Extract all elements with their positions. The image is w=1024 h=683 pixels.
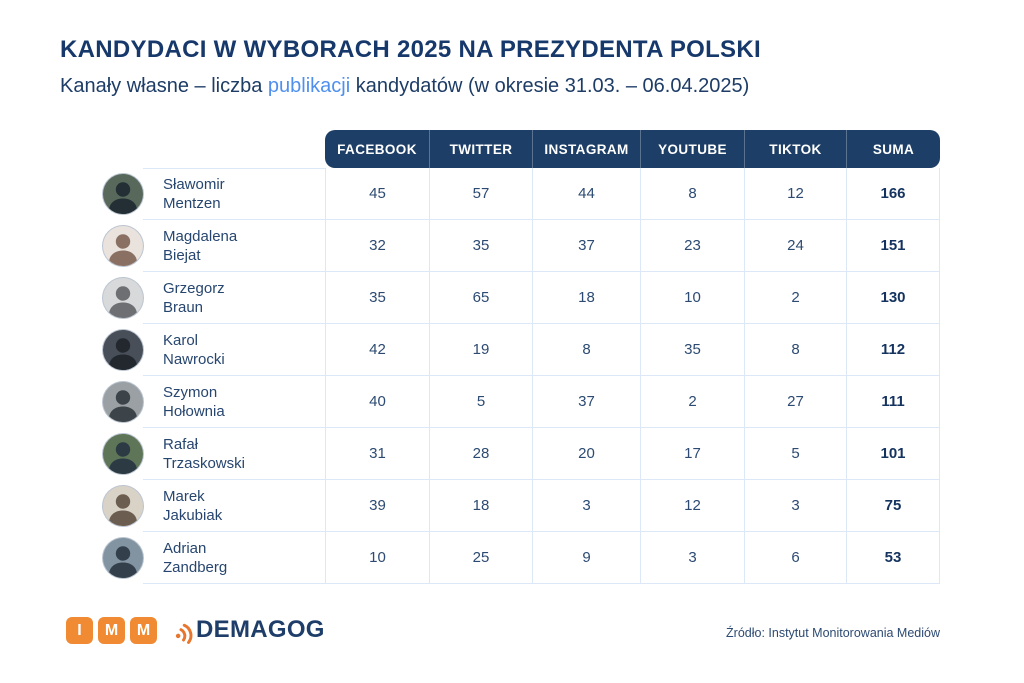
imm-letter-box: M (98, 617, 125, 644)
cell-youtube: 3 (640, 532, 744, 584)
cell-suma: 166 (846, 168, 940, 220)
cell-youtube: 35 (640, 324, 744, 376)
cell-tiktok: 24 (744, 220, 846, 272)
candidate-avatar (103, 278, 143, 318)
avatar-cell (60, 480, 143, 532)
candidate-avatar (103, 538, 143, 578)
cell-twitter: 5 (429, 376, 532, 428)
column-header-facebook: FACEBOOK (337, 141, 417, 157)
person-silhouette-icon (103, 434, 143, 474)
cell-tiktok: 2 (744, 272, 846, 324)
cell-instagram: 20 (532, 428, 640, 480)
table-row (60, 324, 940, 376)
candidate-last-name: Biejat (163, 246, 201, 264)
publications-table (60, 130, 940, 588)
cell-instagram: 37 (532, 376, 640, 428)
cell-twitter: 28 (429, 428, 532, 480)
candidate-avatar (103, 486, 143, 526)
cell-youtube: 12 (640, 480, 744, 532)
demagog-logo (174, 615, 325, 645)
subtitle-suffix: kandydatów (w okresie 31.03. – 06.04.2025) (350, 75, 750, 97)
cell-facebook: 31 (325, 428, 429, 480)
column-header-instagram: INSTAGRAM (532, 130, 640, 168)
person-silhouette-icon (103, 486, 143, 526)
candidate-first-name: Sławomir (163, 176, 225, 193)
cell-youtube: 17 (640, 428, 744, 480)
avatar-cell (60, 168, 143, 220)
candidate-last-name: Trzaskowski (163, 454, 245, 472)
cell-suma: 101 (846, 428, 940, 480)
person-silhouette-icon (103, 278, 143, 318)
candidate-last-name: Braun (163, 298, 204, 316)
cell-youtube: 2 (640, 376, 744, 428)
candidate-avatar (103, 382, 143, 422)
cell-facebook: 32 (325, 220, 429, 272)
imm-letter-box: M (130, 617, 157, 644)
person-silhouette-icon (103, 226, 143, 266)
person-silhouette-icon (103, 382, 143, 422)
candidate-name (143, 220, 325, 272)
cell-twitter: 25 (429, 532, 532, 584)
table-header (325, 130, 940, 168)
cell-youtube: 23 (640, 220, 744, 272)
sound-waves-icon (171, 617, 197, 647)
cell-instagram: 8 (532, 324, 640, 376)
candidate-first-name: Rafał (163, 435, 199, 453)
cell-facebook: 39 (325, 480, 429, 532)
avatar-cell (60, 532, 143, 584)
cell-instagram: 44 (532, 168, 640, 220)
column-header-youtube: YOUTUBE (640, 130, 744, 168)
table-row (60, 168, 940, 220)
source-note: Źródło: Instytut Monitorowania Mediów (726, 626, 940, 640)
cell-facebook: 10 (325, 532, 429, 584)
cell-twitter: 19 (429, 324, 532, 376)
candidate-name (143, 376, 325, 428)
column-header-tiktok: TIKTOK (744, 130, 846, 168)
cell-facebook: 35 (325, 272, 429, 324)
candidate-last-name: Zandberg (163, 558, 228, 576)
page-title: KANDYDACI W WYBORACH 2025 NA PREZYDENTA POLSKI (60, 36, 761, 63)
cell-tiktok: 12 (744, 168, 846, 220)
cell-twitter: 57 (429, 168, 532, 220)
candidate-last-name: Mentzen (163, 195, 221, 212)
candidate-first-name: Marek (163, 487, 205, 505)
cell-tiktok: 3 (744, 480, 846, 532)
avatar-cell (60, 324, 143, 376)
cell-tiktok: 27 (744, 376, 846, 428)
candidate-first-name: Szymon (163, 383, 218, 401)
avatar-cell (60, 272, 143, 324)
table-row (60, 376, 940, 428)
column-header-suma: SUMA (846, 130, 940, 168)
avatar-cell (60, 376, 143, 428)
avatar-cell (60, 220, 143, 272)
candidate-last-name: Jakubiak (163, 506, 223, 524)
cell-twitter: 35 (429, 220, 532, 272)
candidate-name (143, 480, 325, 532)
cell-suma: 53 (846, 532, 940, 584)
cell-suma: 112 (846, 324, 940, 376)
candidate-first-name: Karol (163, 331, 199, 349)
cell-youtube: 8 (640, 168, 744, 220)
cell-suma: 111 (846, 376, 940, 428)
candidate-last-name: Hołownia (163, 402, 225, 420)
table-row (60, 480, 940, 532)
person-silhouette-icon (103, 538, 143, 578)
subtitle-prefix: Kanały własne – liczba (60, 75, 268, 97)
cell-tiktok: 5 (744, 428, 846, 480)
person-silhouette-icon (103, 174, 143, 214)
column-header-twitter: TWITTER (429, 130, 532, 168)
cell-facebook: 40 (325, 376, 429, 428)
candidate-avatar (103, 174, 143, 214)
table-row (60, 272, 940, 324)
cell-instagram: 3 (532, 480, 640, 532)
cell-suma: 151 (846, 220, 940, 272)
demagog-wordmark: DEMAGOG (196, 616, 325, 643)
cell-twitter: 65 (429, 272, 532, 324)
cell-instagram: 37 (532, 220, 640, 272)
cell-instagram: 9 (532, 532, 640, 584)
candidate-last-name: Nawrocki (163, 350, 225, 368)
candidate-name (143, 324, 325, 376)
imm-logo (66, 617, 157, 644)
imm-letter-box: I (66, 617, 93, 644)
cell-suma: 130 (846, 272, 940, 324)
avatar-cell (60, 428, 143, 480)
cell-twitter: 18 (429, 480, 532, 532)
cell-tiktok: 6 (744, 532, 846, 584)
candidate-avatar (103, 226, 143, 266)
candidate-first-name: Adrian (163, 539, 207, 557)
cell-instagram: 18 (532, 272, 640, 324)
cell-facebook: 45 (325, 168, 429, 220)
candidate-avatar (103, 330, 143, 370)
page-subtitle (60, 75, 749, 98)
cell-suma: 75 (846, 480, 940, 532)
candidate-name (143, 428, 325, 480)
table-row (60, 220, 940, 272)
candidate-name (143, 532, 325, 584)
cell-facebook: 42 (325, 324, 429, 376)
table-body (60, 168, 940, 584)
candidate-avatar (103, 434, 143, 474)
table-row (60, 532, 940, 584)
table-row (60, 428, 940, 480)
cell-youtube: 10 (640, 272, 744, 324)
candidate-name (143, 168, 325, 220)
person-silhouette-icon (103, 330, 143, 370)
cell-tiktok: 8 (744, 324, 846, 376)
candidate-first-name: Grzegorz (163, 279, 225, 297)
candidate-first-name: Magdalena (163, 227, 238, 245)
subtitle-highlight: publikacji (267, 75, 351, 97)
candidate-name (143, 272, 325, 324)
